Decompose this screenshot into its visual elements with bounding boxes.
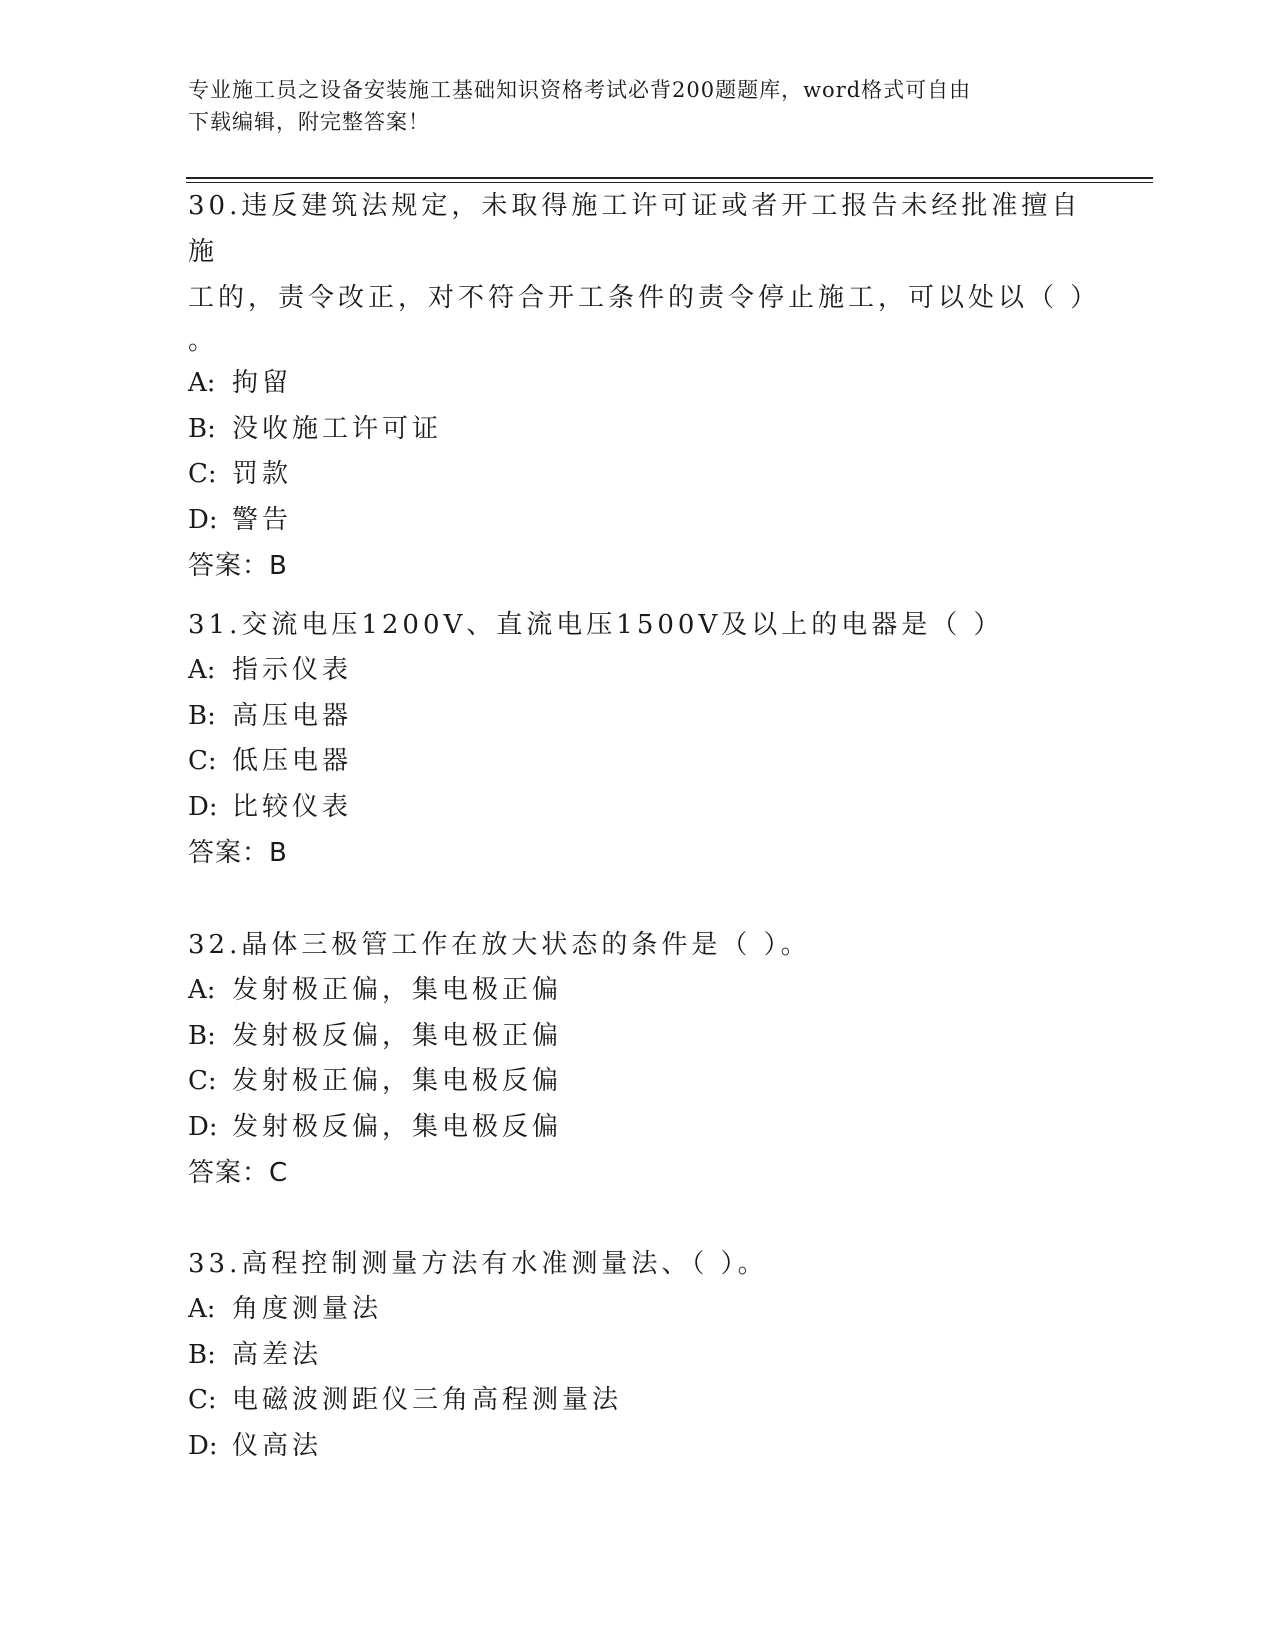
option-text: 比较仪表 [232, 791, 353, 822]
option-text: 低压电器 [232, 746, 353, 776]
option-a [188, 648, 1088, 694]
option-text: 拘留 [232, 368, 293, 398]
option-text: 发射极反偏，集电极反偏 [232, 1111, 563, 1142]
option-text: 电磁波测距仪三角高程测量法 [232, 1385, 623, 1415]
option-c [188, 452, 1088, 498]
option-letter: B: [188, 1020, 216, 1051]
option-text: 发射极正偏，集电极反偏 [232, 1066, 563, 1096]
option-text: 发射极反偏，集电极正偏 [232, 1020, 563, 1051]
question-31 [188, 602, 1088, 876]
answer-label: 答案：C [188, 1158, 289, 1188]
option-letter: A: [188, 368, 216, 398]
header-line-2: 下载编辑，附完整答案！ [188, 110, 430, 134]
option-b [188, 1014, 1088, 1060]
option-text: 仪高法 [232, 1430, 323, 1461]
question-stem-line: 32.晶体三极管工作在放大状态的条件是（ ）。 [188, 930, 811, 960]
answer-label: 答案：B [188, 551, 288, 581]
document-header [188, 74, 1088, 138]
option-letter: B: [188, 413, 216, 444]
option-text: 罚款 [232, 459, 293, 489]
header-line-1: 专业施工员之设备安装施工基础知识资格考试必背200题题库，word格式可自由 [188, 78, 972, 102]
option-letter: A: [188, 655, 216, 685]
option-letter: B: [188, 700, 216, 731]
option-c [188, 739, 1088, 785]
option-a [188, 968, 1088, 1014]
option-text: 高差法 [232, 1339, 323, 1370]
option-c [188, 1059, 1088, 1105]
option-a [188, 361, 1088, 407]
option-letter: A: [188, 1294, 216, 1324]
option-letter: C: [188, 1066, 217, 1096]
option-letter: D: [188, 1430, 218, 1461]
option-text: 发射极正偏，集电极正偏 [232, 975, 563, 1005]
question-33 [188, 1241, 1088, 1469]
question-stem-line: 工的，责令改正，对不符合开工条件的责令停止施工，可以处以（ ） [188, 283, 1101, 313]
option-text: 没收施工许可证 [232, 413, 443, 444]
option-d [188, 498, 1088, 544]
option-c [188, 1378, 1088, 1424]
option-letter: B: [188, 1339, 216, 1370]
question-stem-line: 31.交流电压1200V、直流电压1500V及以上的电器是（ ） [188, 610, 1004, 640]
option-text: 角度测量法 [232, 1294, 383, 1324]
option-text: 高压电器 [232, 700, 353, 731]
option-d [188, 1105, 1088, 1151]
answer-label: 答案：B [188, 838, 288, 868]
option-b [188, 1333, 1088, 1379]
option-d [188, 1424, 1088, 1470]
question-stem-line: 33.高程控制测量方法有水准测量法、（ ）。 [188, 1249, 768, 1279]
option-letter: C: [188, 1385, 217, 1415]
question-32 [188, 922, 1088, 1196]
option-d [188, 785, 1088, 831]
option-text: 指示仪表 [232, 655, 353, 685]
option-a [188, 1287, 1088, 1333]
option-b [188, 407, 1088, 453]
option-letter: C: [188, 459, 217, 489]
option-letter: D: [188, 504, 218, 535]
option-b [188, 694, 1088, 740]
option-letter: D: [188, 791, 218, 822]
option-letter: A: [188, 975, 216, 1005]
option-text: 警告 [232, 504, 293, 535]
header-rule-thick [186, 177, 1153, 179]
question-stem-line: 30.违反建筑法规定，未取得施工许可证或者开工报告未经批准擅自施 [188, 191, 1082, 267]
question-30 [188, 183, 1101, 589]
option-letter: C: [188, 746, 217, 776]
option-letter: D: [188, 1111, 218, 1142]
question-stem-line: 。 [188, 326, 219, 356]
